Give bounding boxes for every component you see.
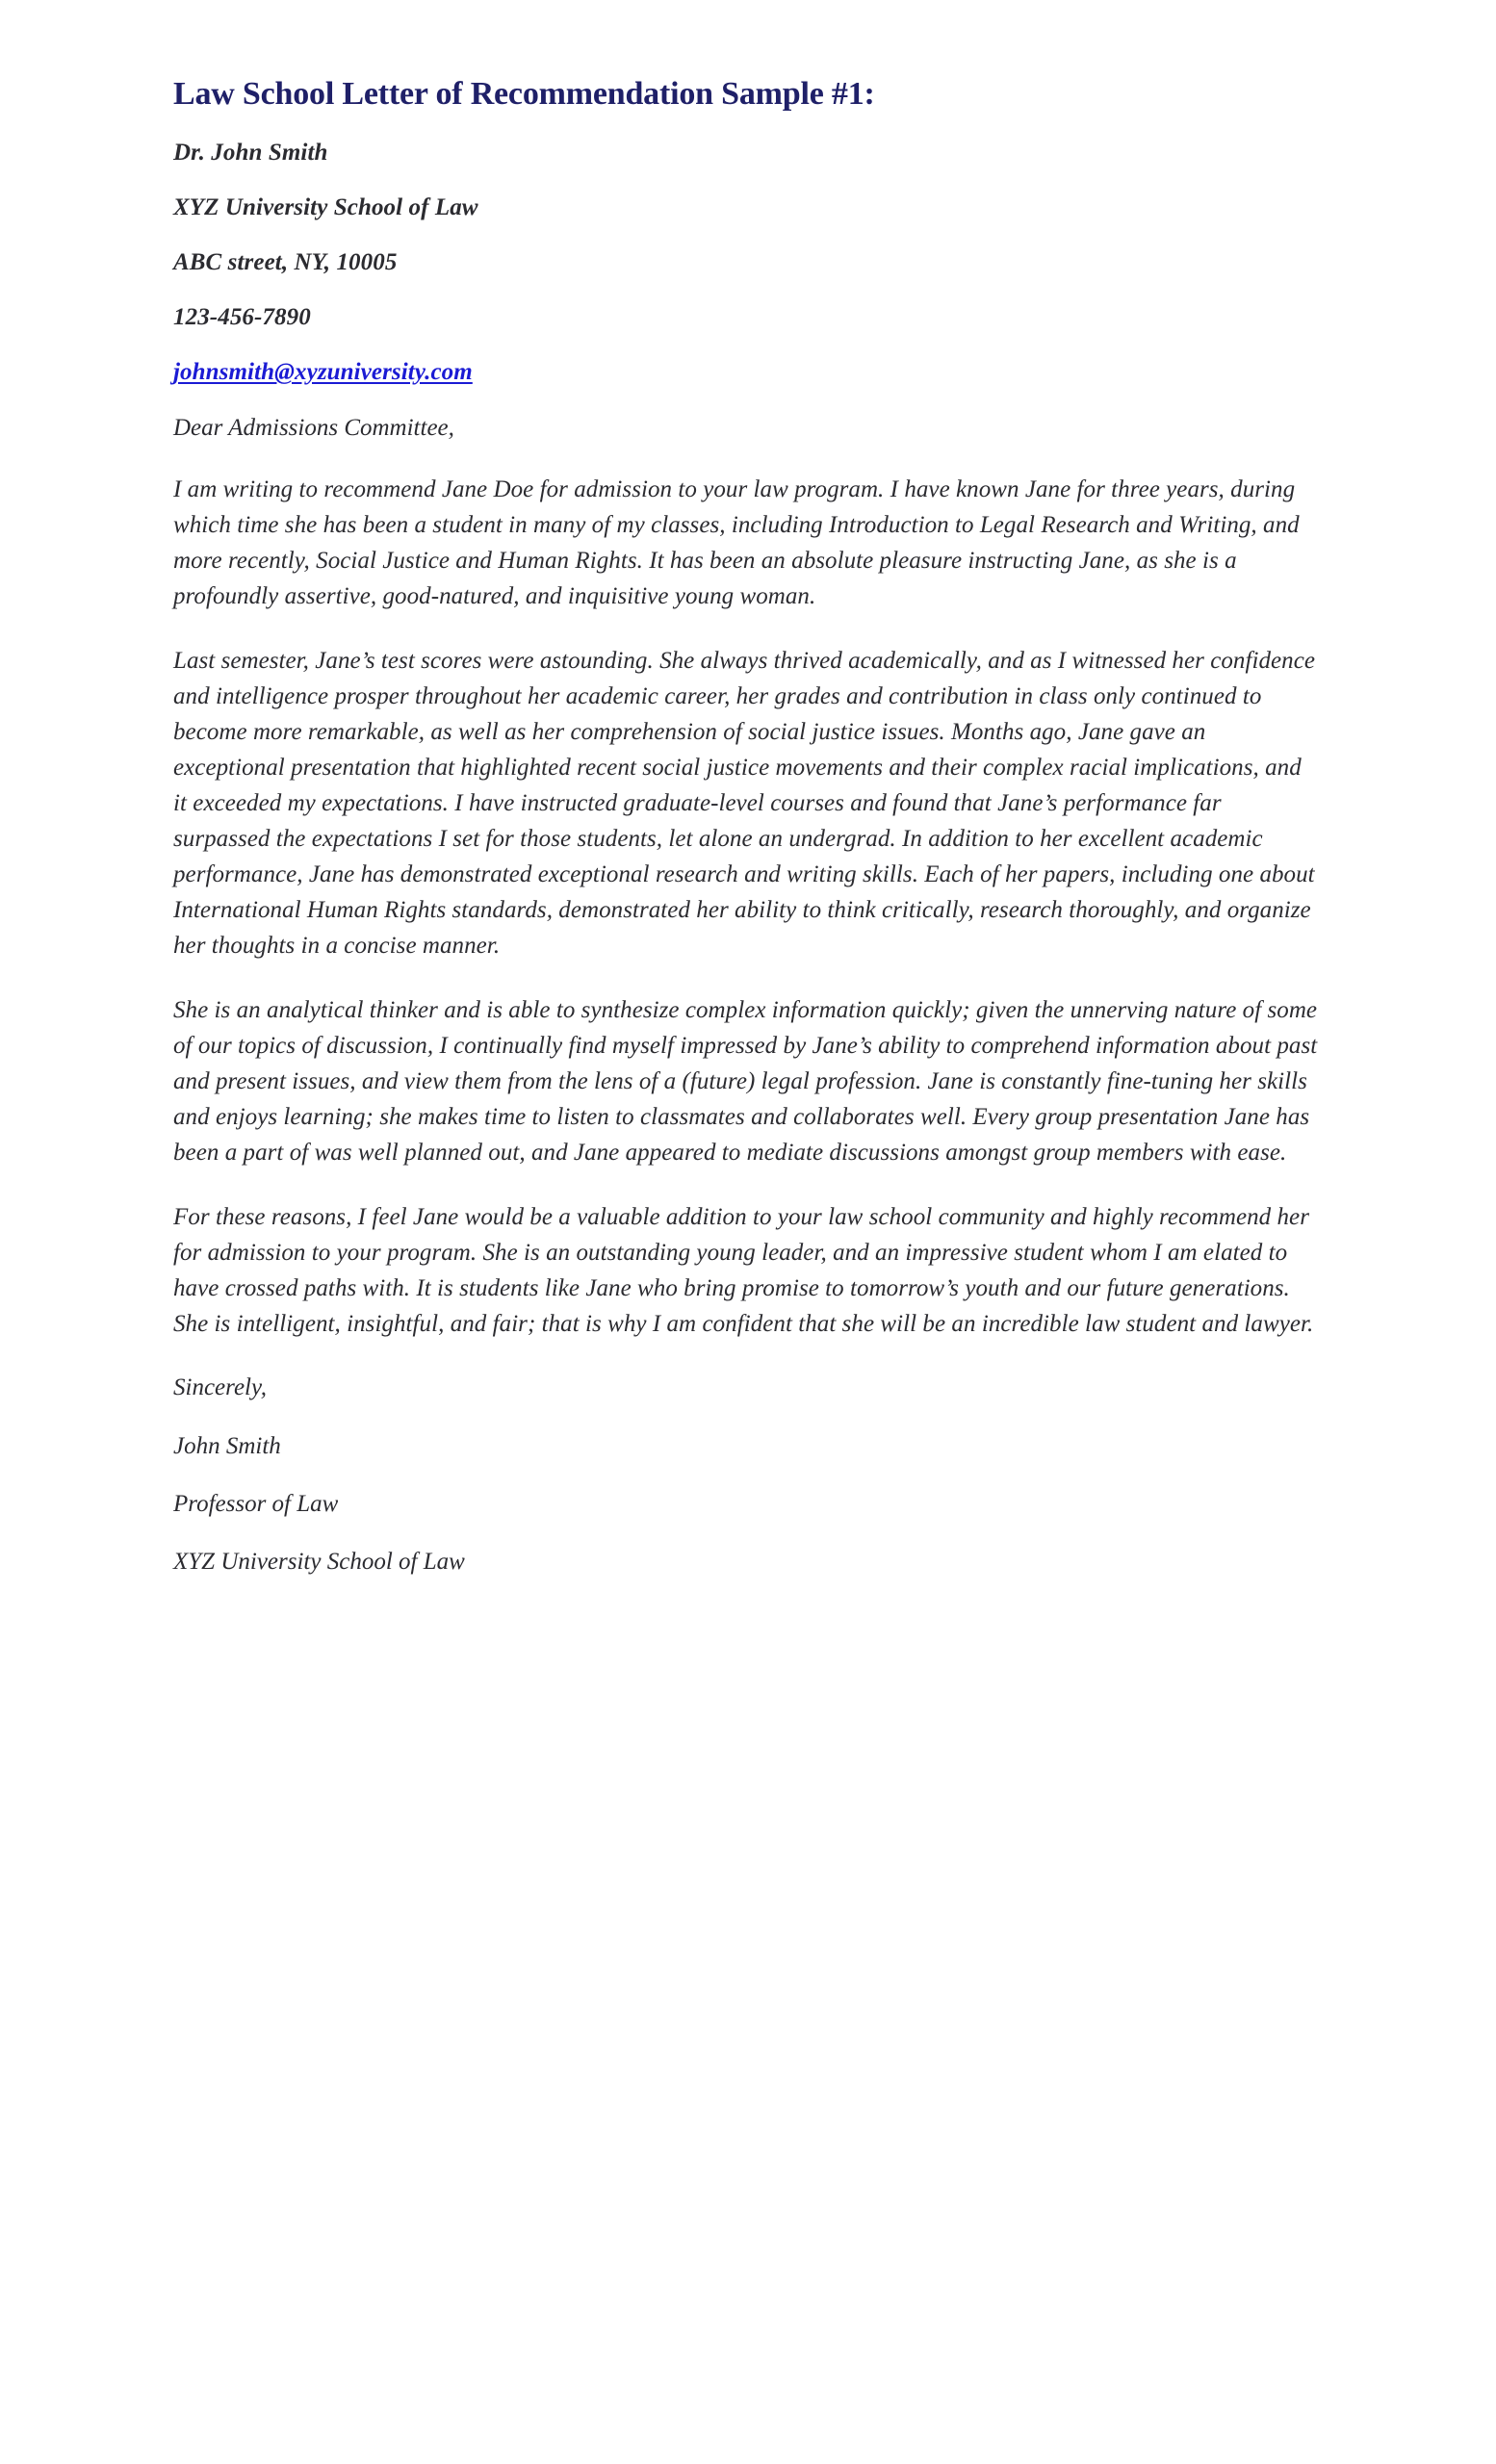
sender-email-row xyxy=(173,358,1321,387)
letter-content xyxy=(173,0,1321,1577)
closing-line: Sincerely, xyxy=(173,1374,267,1401)
sender-address: ABC street, NY, 10005 xyxy=(173,249,398,276)
letter-paragraph-1: I am writing to recommend Jane Doe for admission to your law program. I have known Jane for three years, during which time she has been a student in many of my classes, including Introduction to Legal Research and Writing, and more recently, Social Justice and Human Rights. It has been an absolute pleasure instructing Jane, as she is a profoundly assertive, good-natured, and inquisitive young woman. xyxy=(173,476,1300,610)
sender-header-block xyxy=(173,139,1321,387)
sender-phone: 123-456-7890 xyxy=(173,304,311,331)
signature-name: John Smith xyxy=(173,1432,281,1459)
signature-block xyxy=(173,1373,1321,1577)
sender-institution: XYZ University School of Law xyxy=(173,194,478,221)
salutation: Dear Admissions Committee, xyxy=(173,415,454,442)
sender-name: Dr. John Smith xyxy=(173,140,328,167)
sender-email-link[interactable]: johnsmith@xyzuniversity.com xyxy=(173,359,473,386)
page-title: Law School Letter of Recommendation Sample #1: xyxy=(173,76,875,112)
signature-title: Professor of Law xyxy=(173,1490,339,1517)
letter-paragraph-4: For these reasons, I feel Jane would be a valuable addition to your law school community and highly recommend her for admission to your program. She is an outstanding young leader, and an impressive student whom I am elated to have crossed paths with. It is students like Jane who bring promise to tomorrow’s youth and our future generations. She is intelligent, insightful, and fair; that is why I am confident that she will be an incredible law student and lawyer. xyxy=(173,1204,1314,1338)
letter-paragraph-3: She is an analytical thinker and is able to synthesize complex information quickly; given the unnerving nature of some of our topics of discussion, I continually find myself impressed by Jane’s ability to comprehend information about past and present issues, and view them from the lens of a (future) legal profession. Jane is constantly fine-tuning her skills and enjoys learning; she makes time to listen to classmates and collaborates well. Every group presentation Jane has been a part of was well planned out, and Jane appeared to mediate discussions amongst group members with ease. xyxy=(173,997,1318,1167)
signature-institution: XYZ University School of Law xyxy=(173,1549,465,1576)
letter-paragraph-2: Last semester, Jane’s test scores were astounding. She always thrived academically, and as I witnessed her confidence and intelligence prosper throughout her academic career, her grades and contribution in class only continued to become more remarkable, as well as her comprehension of social justice issues. Months ago, Jane gave an exceptional presentation that highlighted recent social justice movements and their complex racial implications, and it exceeded my expectations. I have instructed graduate-level courses and found that Jane’s performance far surpassed the expectations I set for those students, let alone an undergrad. In addition to her excellent academic performance, Jane has demonstrated exceptional research and writing skills. Each of her papers, including one about International Human Rights standards, demonstrated her ability to think critically, research thoroughly, and organize her thoughts in a concise manner. xyxy=(173,648,1315,960)
